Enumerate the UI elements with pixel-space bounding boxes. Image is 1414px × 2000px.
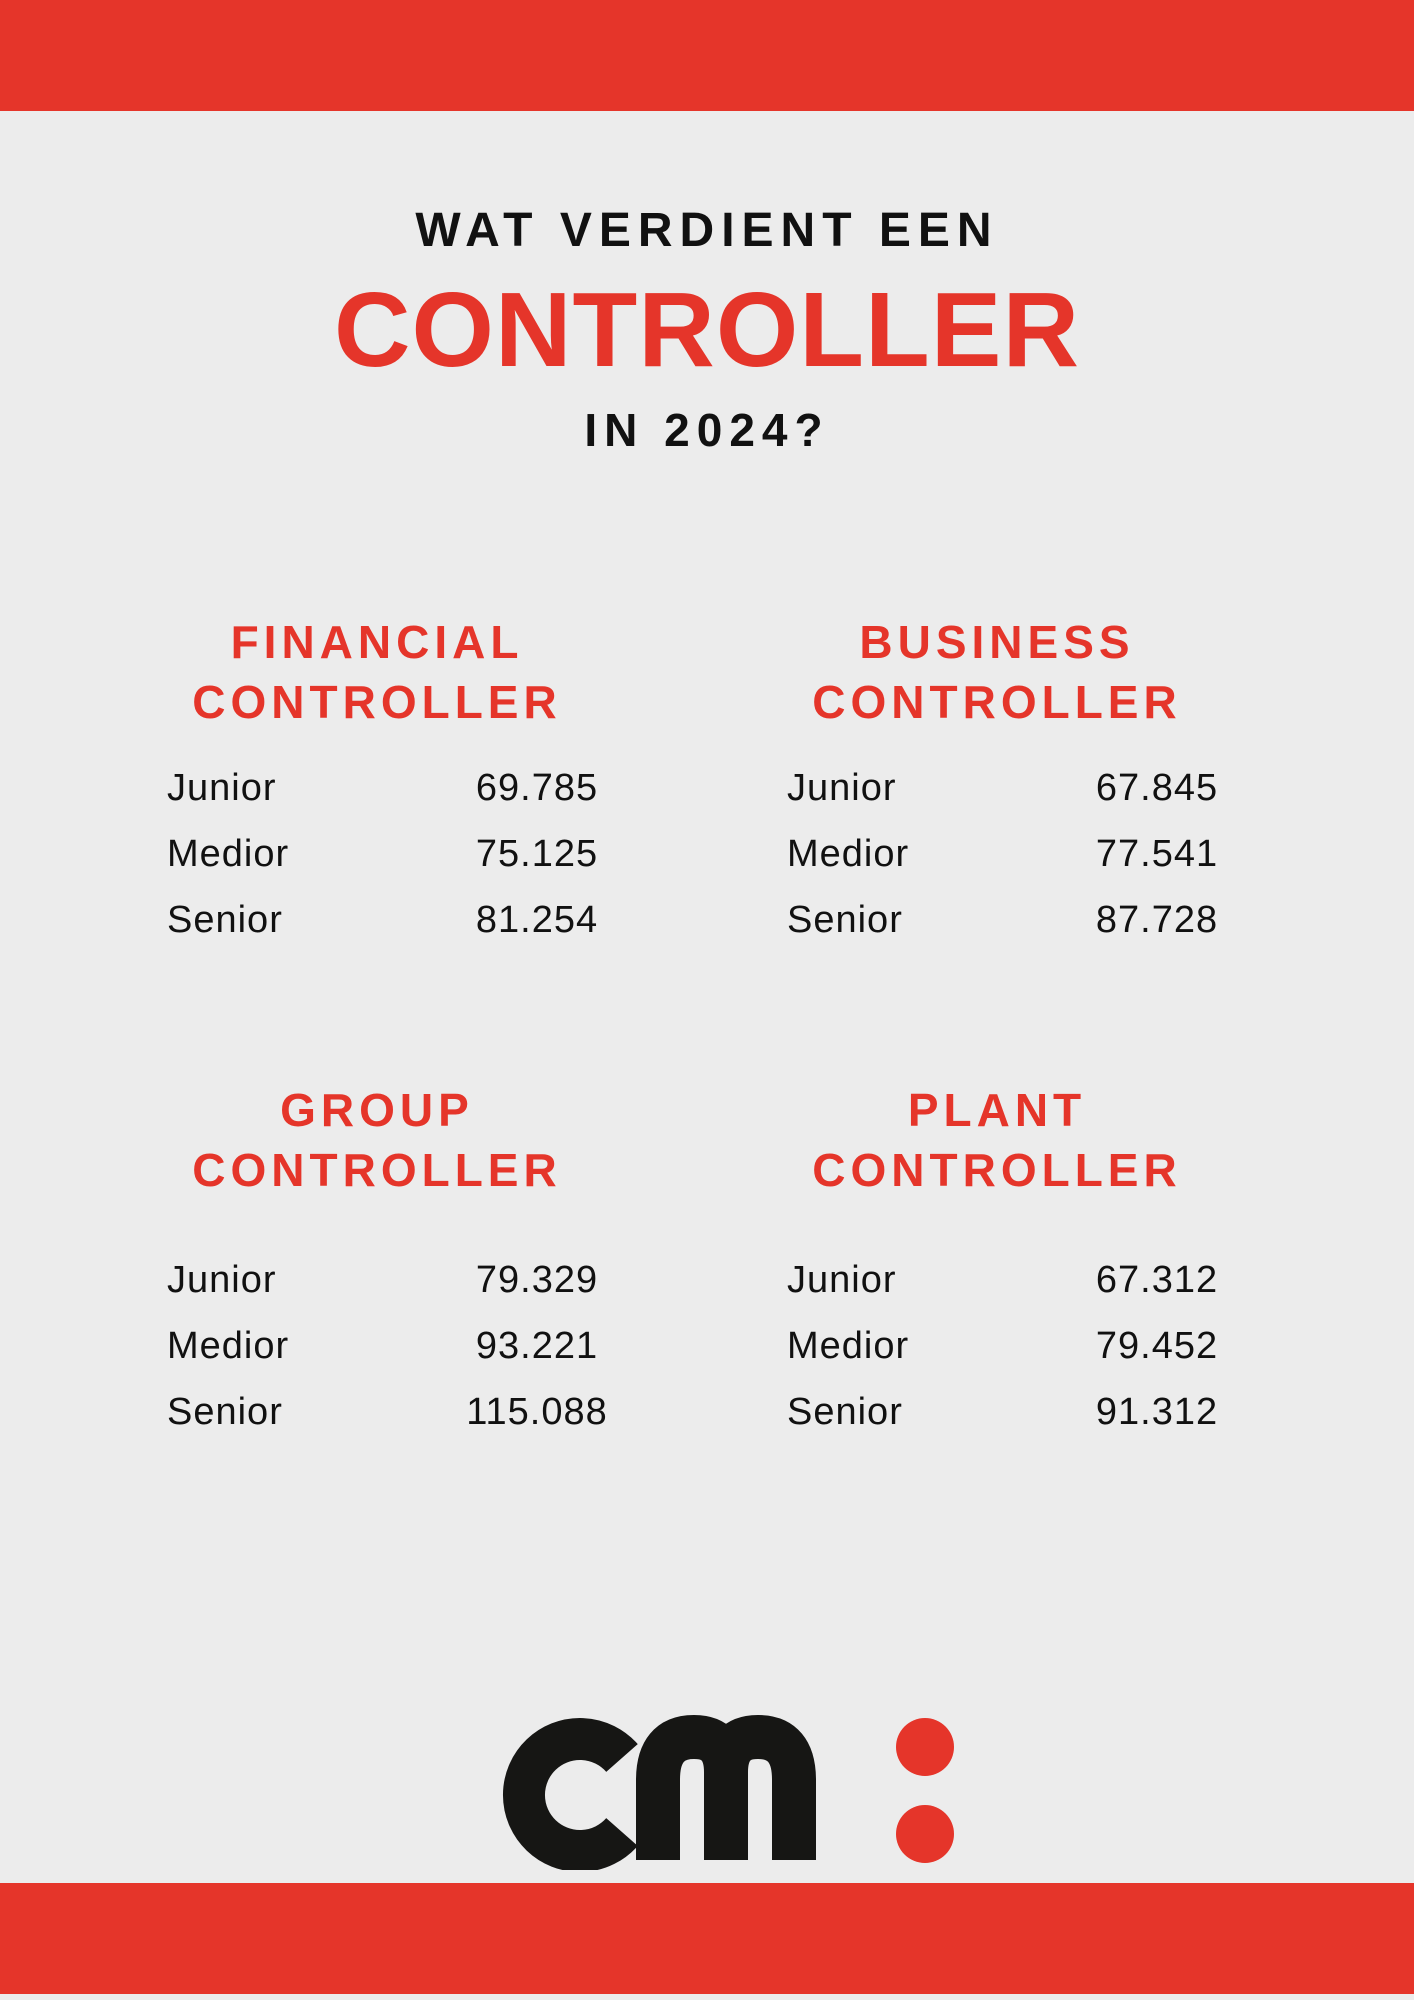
level-label: Medior [167,1325,290,1367]
level-label: Junior [167,767,277,809]
level-label: Junior [167,1259,277,1301]
level-label: Senior [787,1391,903,1433]
salary-row [787,1313,1247,1379]
page-title: CONTROLLER [333,271,1081,389]
logo-letter-c [524,1739,622,1851]
salary-amount: 87.728 [1095,899,1219,941]
heading-line: PLANT [907,1084,1087,1136]
level-label: Senior [787,899,903,941]
salary-row [787,1247,1247,1313]
salary-row [787,821,1247,887]
level-label: Senior [167,1391,283,1433]
level-label: Junior [787,1259,897,1301]
salary-row [167,1379,627,1445]
salary-list [167,755,627,953]
salary-amount: 81.254 [475,899,599,941]
heading-line: CONTROLLER [812,676,1182,728]
heading-line: CONTROLLER [192,1144,562,1196]
salary-amount: 69.785 [475,767,599,809]
salary-amount: 91.312 [1095,1391,1219,1433]
salary-row [787,887,1247,953]
heading-line: GROUP [280,1084,474,1136]
salary-list [787,1247,1247,1445]
bottom-banner [0,1883,1414,1994]
salary-amount: 77.541 [1095,833,1219,875]
salary-amount: 93.221 [475,1325,599,1367]
salary-row [167,887,627,953]
salary-block-heading [767,1080,1227,1200]
salary-amount: 75.125 [475,833,599,875]
level-label: Junior [787,767,897,809]
cm-logo-icon [498,1710,968,1870]
heading-line: CONTROLLER [812,1144,1182,1196]
logo-dot-bottom [896,1805,954,1863]
level-label: Medior [167,833,290,875]
salary-row [787,755,1247,821]
salary-row [787,1379,1247,1445]
salary-block-heading [147,612,607,732]
salary-list [787,755,1247,953]
logo-dot-top [896,1718,954,1776]
header-kicker: WAT VERDIENT EEN [415,204,999,257]
salary-amount: 115.088 [466,1391,608,1433]
header-subkicker: IN 2024? [584,404,830,456]
top-banner [0,0,1414,111]
salary-row [167,821,627,887]
heading-line: BUSINESS [859,616,1135,668]
level-label: Medior [787,1325,910,1367]
heading-line: FINANCIAL [230,616,524,668]
salary-amount: 79.329 [475,1259,599,1301]
salary-row [167,755,627,821]
salary-list [167,1247,627,1445]
salary-row [167,1247,627,1313]
heading-line: CONTROLLER [192,676,562,728]
salary-amount: 67.312 [1095,1259,1219,1301]
salary-row [167,1313,627,1379]
salary-amount: 79.452 [1095,1325,1219,1367]
level-label: Medior [787,833,910,875]
salary-block-heading [147,1080,607,1200]
logo-letter-m [658,1737,794,1860]
level-label: Senior [167,899,283,941]
salary-amount: 67.845 [1095,767,1219,809]
salary-block-heading [767,612,1227,732]
bottom-strip [0,1994,1414,2000]
